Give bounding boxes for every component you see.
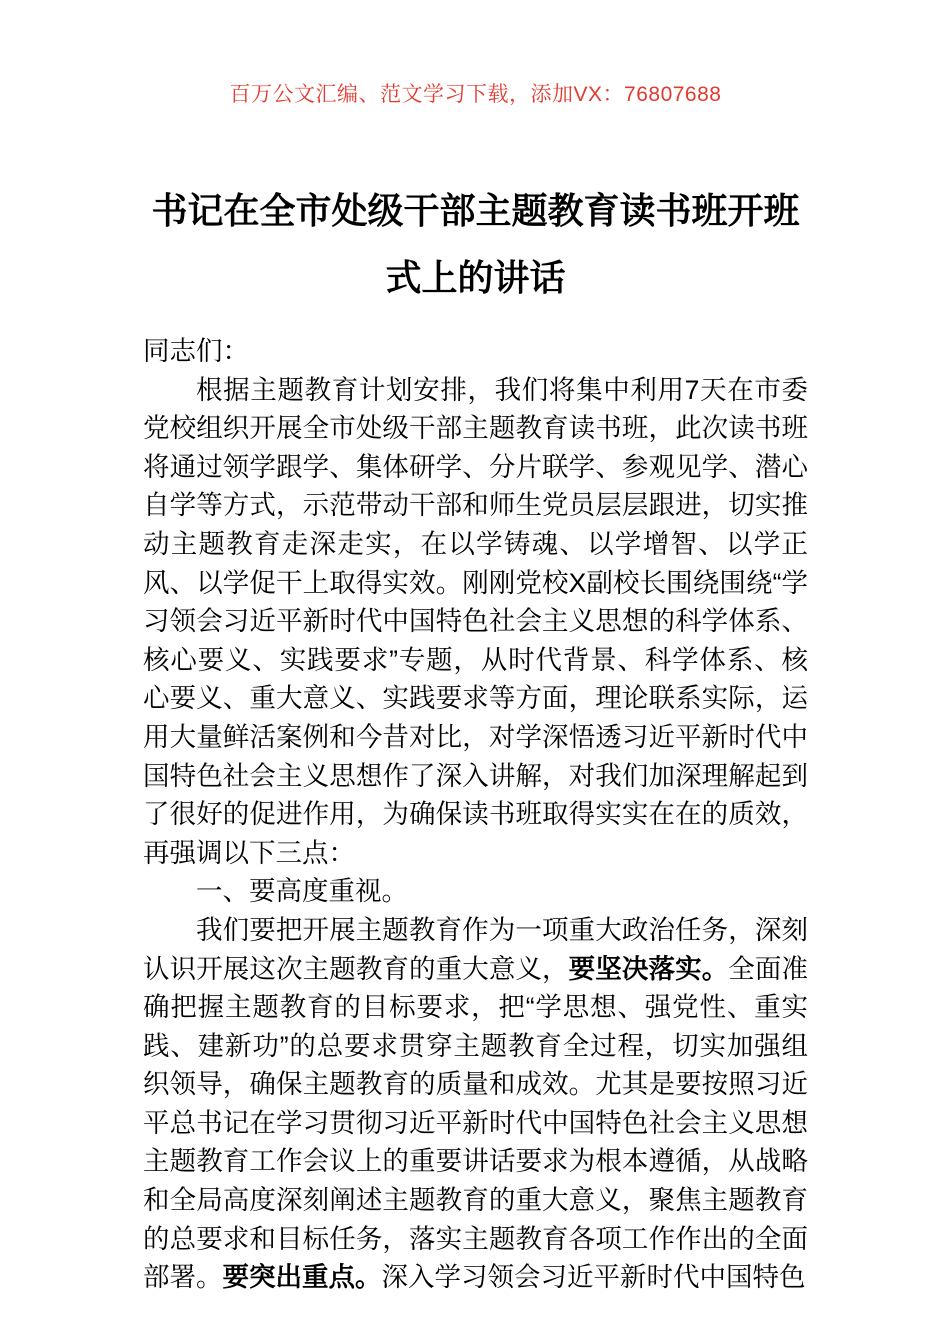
- document-title: 书记在全市处级干部主题教育读书班开班式上的讲话: [151, 190, 800, 298]
- paragraph: [143, 371, 808, 873]
- document-body: [143, 332, 808, 1297]
- text-run: 全面准确把握主题教育的目标要求，把“学思想、强党性、重实践、建新功”的总要求贯穿主题教育全过程，切实加强组织领导，确保主题教育的质量和成效。尤其是要按照习近平总书记在学习贯彻习近平新时代中国特色社会主义思想主题教育工作会议上的重要讲话要求为根本遵循，从战略和全局高度深刻阐述主题教育的重大意义，聚焦主题教育的总要求和目标任务，落实主题教育各项工作作出的全面部署。: [143, 953, 809, 1293]
- text-run: 深入学习领会习近平新时代中国特色: [381, 1262, 806, 1293]
- bold-run: 要突出重点。: [222, 1262, 382, 1293]
- text-run: 一、要高度重视。: [196, 876, 408, 907]
- paragraph: [143, 332, 808, 371]
- paragraph: [143, 911, 808, 1297]
- text-run: 我们要把开展主题教育作为一项重大政治任务，深刻认识开展这次主题教育的重大意义，: [143, 914, 808, 984]
- text-run: 同志们：: [143, 336, 249, 366]
- promo-banner: 百万公文汇编、范文学习下载，添加VX：76807688: [229, 83, 722, 106]
- text-run: 根据主题教育计划安排，我们将集中利用7天在市委党校组织开展全市处级干部主题教育读书班，此次读书班将通过领学跟学、集体研学、分片联学、参观见学、潜心自学等方式，示范带动干部和师生党员层层跟进，切实推动主题教育走深走实，在以学铸魂、以学增智、以学正风、以学促干上取得实效。刚刚党校X副校长围绕围绕“学习领会习近平新时代中国特色社会主义思想的科学体系、核心要义、实践要求”专题，从时代背景、科学体系、核心要义、重大意义、实践要求等方面，理论联系实际，运用大量鲜活案例和今昔对比，对学深悟透习近平新时代中国特色社会主义思想作了深入讲解，对我们加深理解起到了很好的促进作用，为确保读书班取得实实在在的质效，再强调以下三点：: [143, 374, 808, 868]
- paragraph: [143, 872, 808, 911]
- bold-run: 要坚决落实。: [568, 953, 729, 984]
